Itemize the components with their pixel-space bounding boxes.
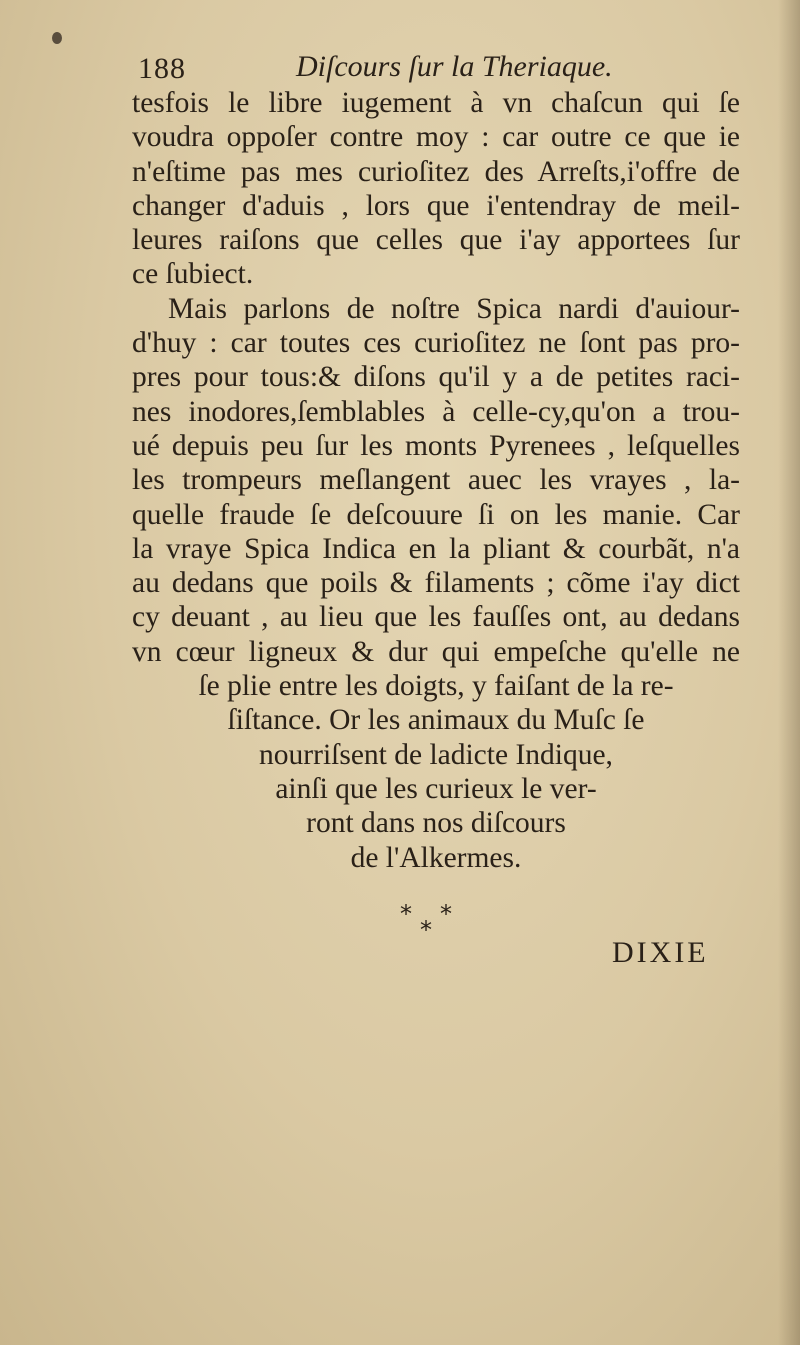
cul-de-lampe-line: ſe plie entre les doigts, y faiſant de la re-: [198, 670, 674, 703]
cul-de-lampe-line: ront dans nos diſcours: [306, 807, 566, 840]
text-line: nes inodores,ſemblables à celle-cy,qu'on a trou-: [132, 395, 740, 428]
page-edge-shadow: [778, 0, 800, 1345]
asterisk-glyph: *: [440, 900, 452, 928]
text-line: ce ſubiect.: [132, 258, 254, 291]
text-line: ué depuis peu ſur les monts Pyrenees , leſquelles: [132, 429, 740, 462]
cul-de-lampe-line: de l'Alkermes.: [350, 841, 522, 874]
text-line: au dedans que poils & filaments ; cõme i'ay dict: [132, 567, 740, 600]
asterisk-glyph: *: [420, 916, 432, 944]
text-block: [132, 86, 740, 875]
running-title: Diſcours ſur la Theriaque.: [296, 50, 613, 83]
catchword: DIXIE: [612, 936, 709, 969]
text-line: tesfois le libre iugement à vn chaſcun qui ſe: [132, 87, 740, 119]
page-number: 188: [138, 52, 186, 85]
text-line: n'eſtime pas mes curioſitez des Arreſts,i'offre de: [132, 155, 740, 188]
text-line: la vraye Spica Indica en la pliant & courbãt, n'a: [132, 532, 740, 565]
ink-blot: [52, 32, 62, 44]
text-line: vn cœur ligneux & dur qui empeſche qu'elle ne: [132, 635, 740, 668]
text-line: les trompeurs meſlangent auec les vrayes , la-: [132, 464, 740, 497]
cul-de-lampe-line: ainſi que les curieux le ver-: [275, 772, 597, 805]
text-line: pres pour tous:& diſons qu'il y a de petites raci-: [132, 361, 740, 394]
page-header: [128, 48, 738, 88]
text-line: cy deuant , au lieu que les fauſſes ont, au dedans: [132, 601, 740, 634]
asterism-ornament: [400, 900, 470, 944]
text-line: changer d'aduis , lors que i'entendray de meil-: [132, 189, 740, 222]
text-line: leures raiſons que celles que i'ay apportees ſur: [132, 224, 740, 257]
cul-de-lampe-line: ſiſtance. Or les animaux du Muſc ſe: [227, 704, 645, 737]
asterisk-glyph: *: [400, 900, 412, 928]
text-line: d'huy : car toutes ces curioſitez ne ſont pas pro-: [132, 327, 740, 360]
text-line: voudra oppoſer contre moy : car outre ce que ie: [132, 121, 740, 154]
text-line: quelle fraude ſe deſcouure ſi on les manie. Car: [132, 498, 740, 531]
paragraph-start-line: Mais parlons de noſtre Spica nardi d'auiour-: [168, 292, 740, 325]
cul-de-lampe-line: nourriſsent de ladicte Indique,: [259, 738, 613, 771]
